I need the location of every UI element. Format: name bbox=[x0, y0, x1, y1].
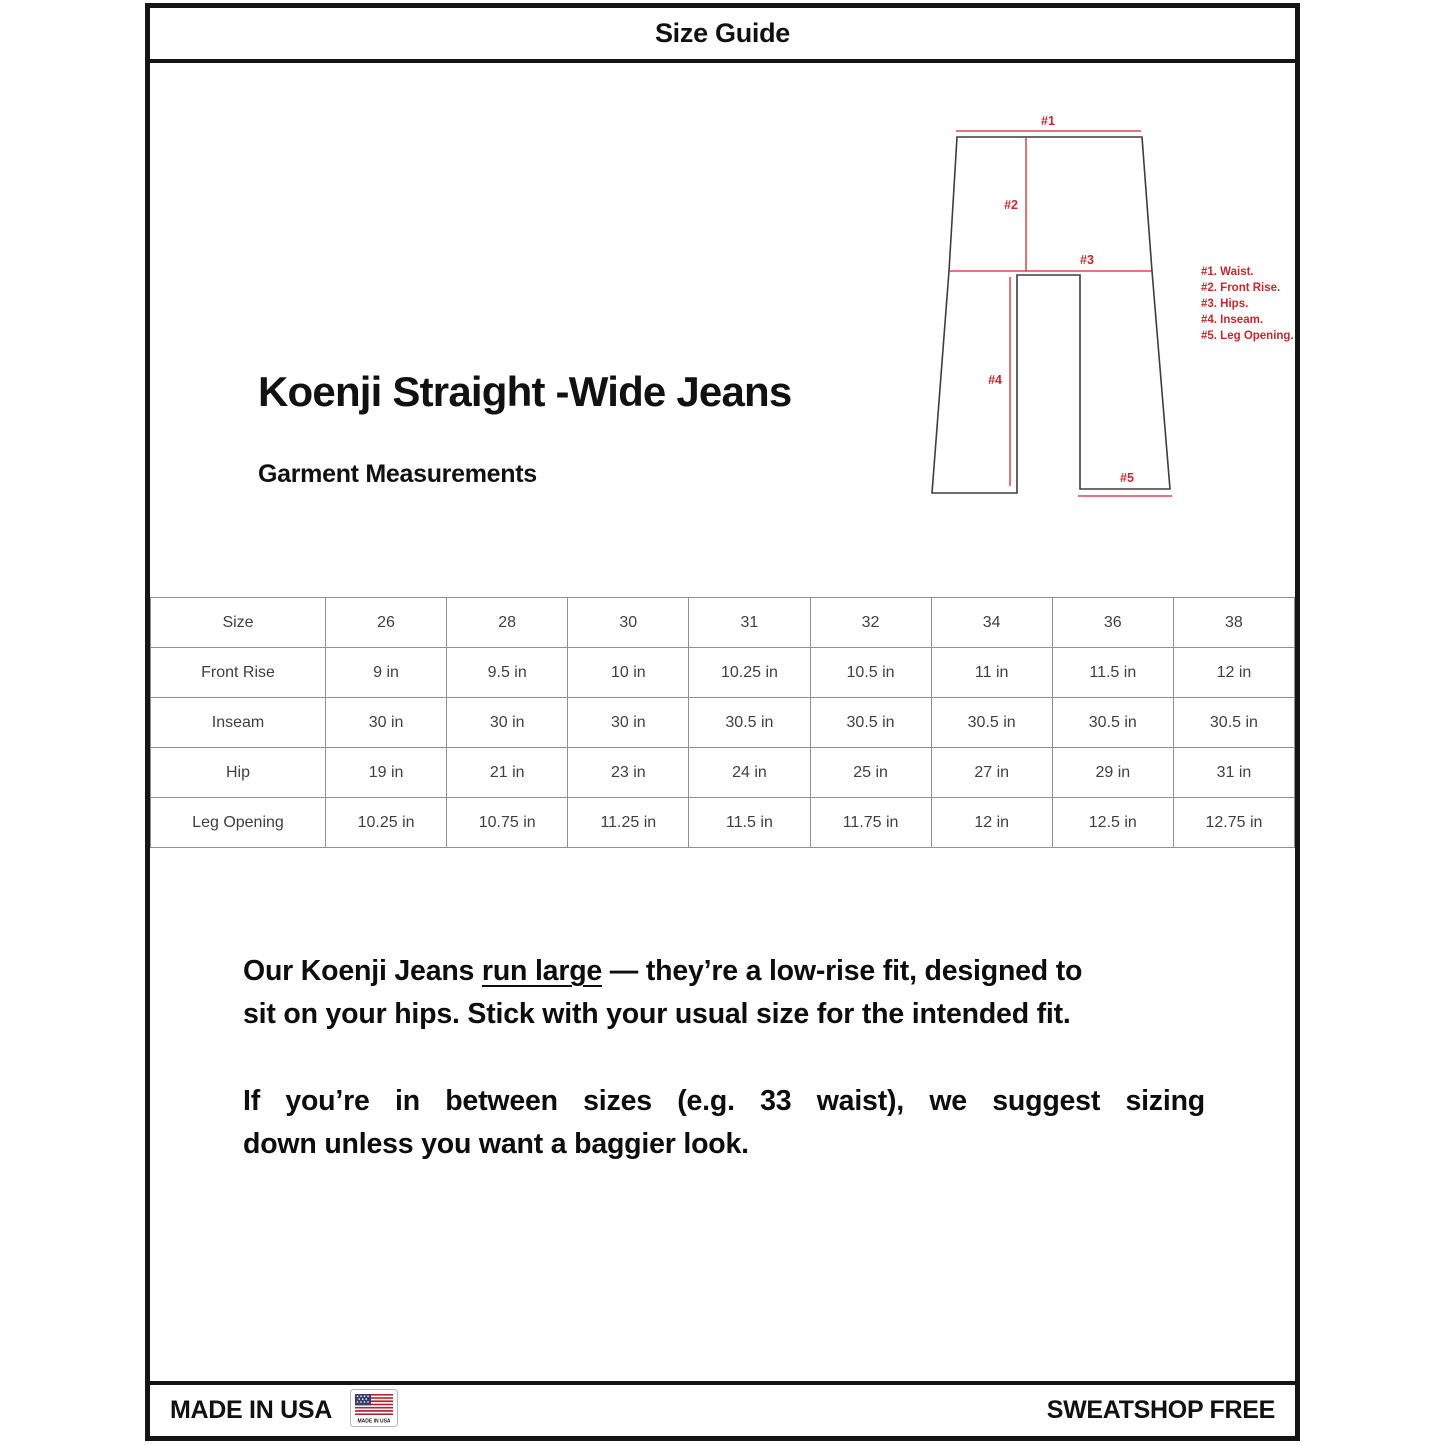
note-line bbox=[243, 950, 1211, 993]
table-cell: 10.25 in bbox=[326, 798, 447, 848]
table-cell: 26 bbox=[326, 598, 447, 648]
measure-label-5: #5 bbox=[1120, 471, 1134, 485]
table-cell: 29 in bbox=[1052, 748, 1173, 798]
table-row bbox=[151, 698, 1295, 748]
table-cell: 10.25 in bbox=[689, 648, 810, 698]
measure-label-2: #2 bbox=[1004, 198, 1018, 212]
table-cell: 12.75 in bbox=[1173, 798, 1294, 848]
table-cell: 30.5 in bbox=[931, 698, 1052, 748]
measure-label-3: #3 bbox=[1080, 253, 1094, 267]
note-text: Our Koenji Jeans bbox=[243, 955, 482, 987]
note-line: If you’re in between sizes (e.g. 33 waist), we suggest sizing bbox=[243, 1085, 1205, 1117]
page-title: Size Guide bbox=[654, 18, 791, 48]
product-subtitle: Garment Measurements bbox=[258, 460, 537, 488]
table-cell: 31 bbox=[689, 598, 810, 648]
note-line: down unless you want a baggier look. bbox=[243, 1128, 749, 1160]
table-cell: 21 in bbox=[447, 748, 568, 798]
table-cell: 30.5 in bbox=[689, 698, 810, 748]
table-cell: 30.5 in bbox=[810, 698, 931, 748]
note-text: — they’re a low-rise fit, designed to bbox=[602, 955, 1083, 987]
table-cell: 9 in bbox=[326, 648, 447, 698]
table-cell: 27 in bbox=[931, 748, 1052, 798]
table-cell: 30 bbox=[568, 598, 689, 648]
table-cell: 30.5 in bbox=[1173, 698, 1294, 748]
table-cell: 30 in bbox=[447, 698, 568, 748]
table-cell: 36 bbox=[1052, 598, 1173, 648]
note-underlined-text: run large bbox=[481, 955, 603, 987]
measure-label-4: #4 bbox=[988, 373, 1002, 387]
table-cell: 30 in bbox=[568, 698, 689, 748]
table-cell: 28 bbox=[447, 598, 568, 648]
jeans-outline bbox=[932, 137, 1170, 493]
legend-item-inseam: #4. Inseam. bbox=[1201, 314, 1264, 326]
page-frame bbox=[145, 3, 1300, 1441]
row-label: Hip bbox=[151, 748, 326, 798]
table-cell: 38 bbox=[1173, 598, 1294, 648]
footer-left bbox=[170, 1389, 398, 1432]
table-cell: 12 in bbox=[931, 798, 1052, 848]
table-row bbox=[151, 598, 1295, 648]
table-row bbox=[151, 648, 1295, 698]
legend-item-waist: #1. Waist. bbox=[1201, 266, 1254, 278]
size-table-body bbox=[151, 598, 1295, 848]
fit-note-1 bbox=[243, 950, 1211, 1036]
table-cell: 34 bbox=[931, 598, 1052, 648]
header-bar bbox=[150, 8, 1295, 63]
size-table bbox=[150, 597, 1295, 848]
table-cell: 32 bbox=[810, 598, 931, 648]
table-cell: 9.5 in bbox=[447, 648, 568, 698]
legend-item-front-rise: #2. Front Rise. bbox=[1201, 282, 1281, 294]
product-title: Koenji Straight -Wide Jeans bbox=[258, 368, 792, 415]
table-cell: 30.5 in bbox=[1052, 698, 1173, 748]
legend-item-hips: #3. Hips. bbox=[1201, 298, 1249, 310]
table-cell: 23 in bbox=[568, 748, 689, 798]
row-label: Front Rise bbox=[151, 648, 326, 698]
table-cell: 12 in bbox=[1173, 648, 1294, 698]
measure-label-1: #1 bbox=[1041, 114, 1055, 128]
usa-flag-icon bbox=[350, 1389, 398, 1432]
table-cell: 12.5 in bbox=[1052, 798, 1173, 848]
made-in-usa-label: MADE IN USA bbox=[170, 1396, 332, 1424]
legend-item-leg-opening: #5. Leg Opening. bbox=[1201, 330, 1294, 342]
table-cell: 10 in bbox=[568, 648, 689, 698]
table-cell: 11.5 in bbox=[1052, 648, 1173, 698]
table-row bbox=[151, 748, 1295, 798]
table-cell: 24 in bbox=[689, 748, 810, 798]
row-label: Leg Opening bbox=[151, 798, 326, 848]
row-label: Size bbox=[151, 598, 326, 648]
flag-caption: MADE IN USA bbox=[357, 1418, 391, 1425]
table-cell: 30 in bbox=[326, 698, 447, 748]
table-cell: 31 in bbox=[1173, 748, 1294, 798]
table-cell: 11.25 in bbox=[568, 798, 689, 848]
table-cell: 19 in bbox=[326, 748, 447, 798]
table-cell: 11 in bbox=[931, 648, 1052, 698]
row-label: Inseam bbox=[151, 698, 326, 748]
table-cell: 10.75 in bbox=[447, 798, 568, 848]
table-cell: 10.5 in bbox=[810, 648, 931, 698]
table-cell: 25 in bbox=[810, 748, 931, 798]
table-cell: 11.75 in bbox=[810, 798, 931, 848]
table-cell: 11.5 in bbox=[689, 798, 810, 848]
note-line: sit on your hips. Stick with your usual size for the intended fit. bbox=[243, 998, 1071, 1030]
fit-note-2 bbox=[243, 1080, 1211, 1166]
measurement-legend bbox=[1201, 264, 1294, 344]
footer-bar bbox=[150, 1381, 1295, 1436]
sweatshop-free-label: SWEATSHOP FREE bbox=[1046, 1396, 1275, 1424]
table-row bbox=[151, 798, 1295, 848]
